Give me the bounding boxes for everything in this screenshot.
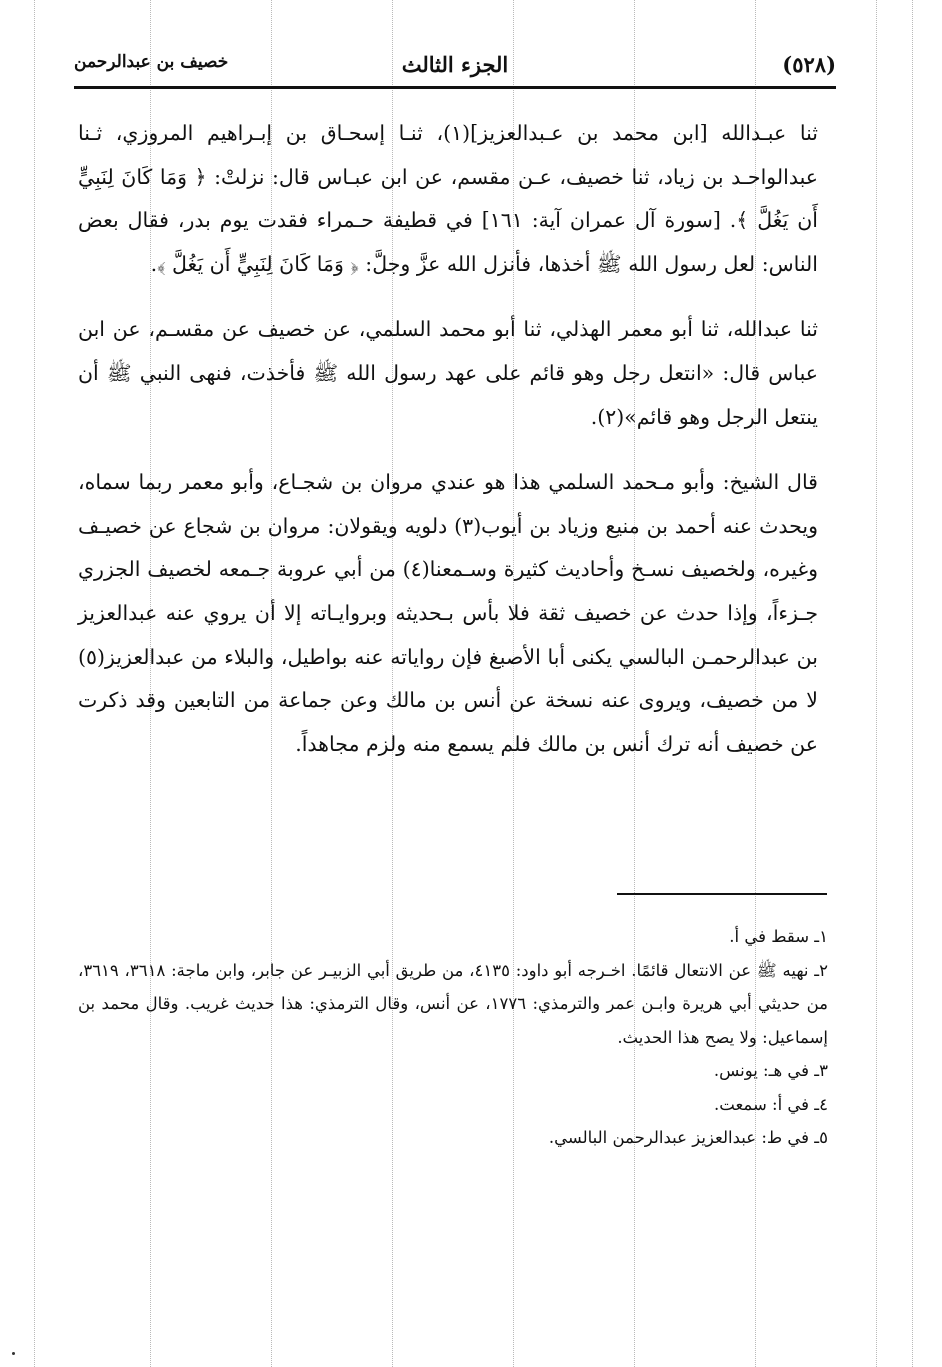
footnote: ٢ـ نهيه ﷺ عن الانتعال قائمًا. اخـرجه أبو داود: ٤١٣٥، من طريق أبي الزبيـر عن جابر، وابن ماجة: ٣٦١٨، ٣٦١٩، من حديثي أبي هريرة وابـن عمر والترمذي: ١٧٧٦، عن أنس، وقال الترمذي: هذا حديث غريب. وقال محمد بن إسماعيل: ولا يصح هذا الحديث. [78, 960, 829, 1047]
scan-dotted-line [876, 0, 877, 1367]
footnote: ٥ـ في ط: عبدالعزيز عبدالرحمن البالسي. [548, 1128, 828, 1147]
scan-dotted-line [912, 0, 913, 1367]
footnote: ١ـ سقط في أ. [729, 927, 828, 946]
scan-dotted-line [34, 0, 35, 1367]
paragraph: ثنا عبدالله، ثنا أبو معمر الهذلي، ثنا أبو محمد السلمي، عن خصيف عن مقسـم، عن ابن عباس قال: «انتعل رجل وهو قائم على عهد رسول الله ﷺ فأخذت، فنهى النبي ﷺ أن ينتعل الرجل وهو قائم»(٢). [78, 317, 818, 429]
paragraph: ثنا عبـدالله [ابن محمد بن عـبدالعزيز](١)، ثنـا إسحـاق بن إبـراهيم المروزي، ثـنا عبدالواحـد بن زياد، ثنا خصيف، عـن مقسم، عن ابن عبـاس قال: نزلتْ: ﴿ وَمَا كَانَ لِنَبِيٍّ أَن يَغُلَّ ﴾. [سورة آل عمران آية: ١٦١] في قطيفة حـمراء فقدت يوم بدر، فقال بعض الناس: لعل رسول الله ﷺ أخذها، فأنزل الله عزَّ وجلَّ: ﴿ وَمَا كَانَ لِنَبِيٍّ أَن يَغُلَّ ﴾. [78, 121, 818, 276]
scan-speck [12, 1352, 15, 1355]
part-title: الجزء الثالث [401, 52, 509, 77]
main-text [78, 112, 818, 788]
page-number: (٥٢٨) [782, 52, 836, 77]
paragraph: قال الشيخ: وأبو مـحمد السلمي هذا هو عندي مروان بن شجـاع، وأبو معمر ربما سماه، ويحدث عنه أحمد بن منيع وزياد بن أيوب(٣) دلويه ويقولان: مروان بن شجاع عن خصيـف وغيره، ولخصيف نسـخ وأحاديث كثيرة وسـمعنا(٤) من أبي عروبة جـمعه لخصيف الجزري جـزءاً، وإذا حدث عن خصيف ثقة فلا بأس بـحديثه وبروايـاته إلا أن يروي عنه عبدالعزيز بن عبدالرحمـن البالسي يكنى أبا الأصبغ فإن رواياته عنه بواطيل، والبلاء من عبدالعزيز(٥) لا من خصيف، ويروى عنه نسخة عن أنس بن مالك وعن جماعة من التابعين وقد ذكرت عن خصيف أنه ترك أنس بن مالك فلم يسمع منه ولزم مجاهداً. [78, 470, 818, 756]
running-header [74, 46, 836, 89]
footnotes [78, 920, 828, 1155]
footnote-separator [617, 893, 827, 895]
footnote: ٣ـ في هـ: يونس. [713, 1061, 828, 1080]
footnote: ٤ـ في أ: سمعت. [714, 1094, 828, 1114]
narrator-title: خصيف بن عبدالرحمن [74, 52, 229, 72]
